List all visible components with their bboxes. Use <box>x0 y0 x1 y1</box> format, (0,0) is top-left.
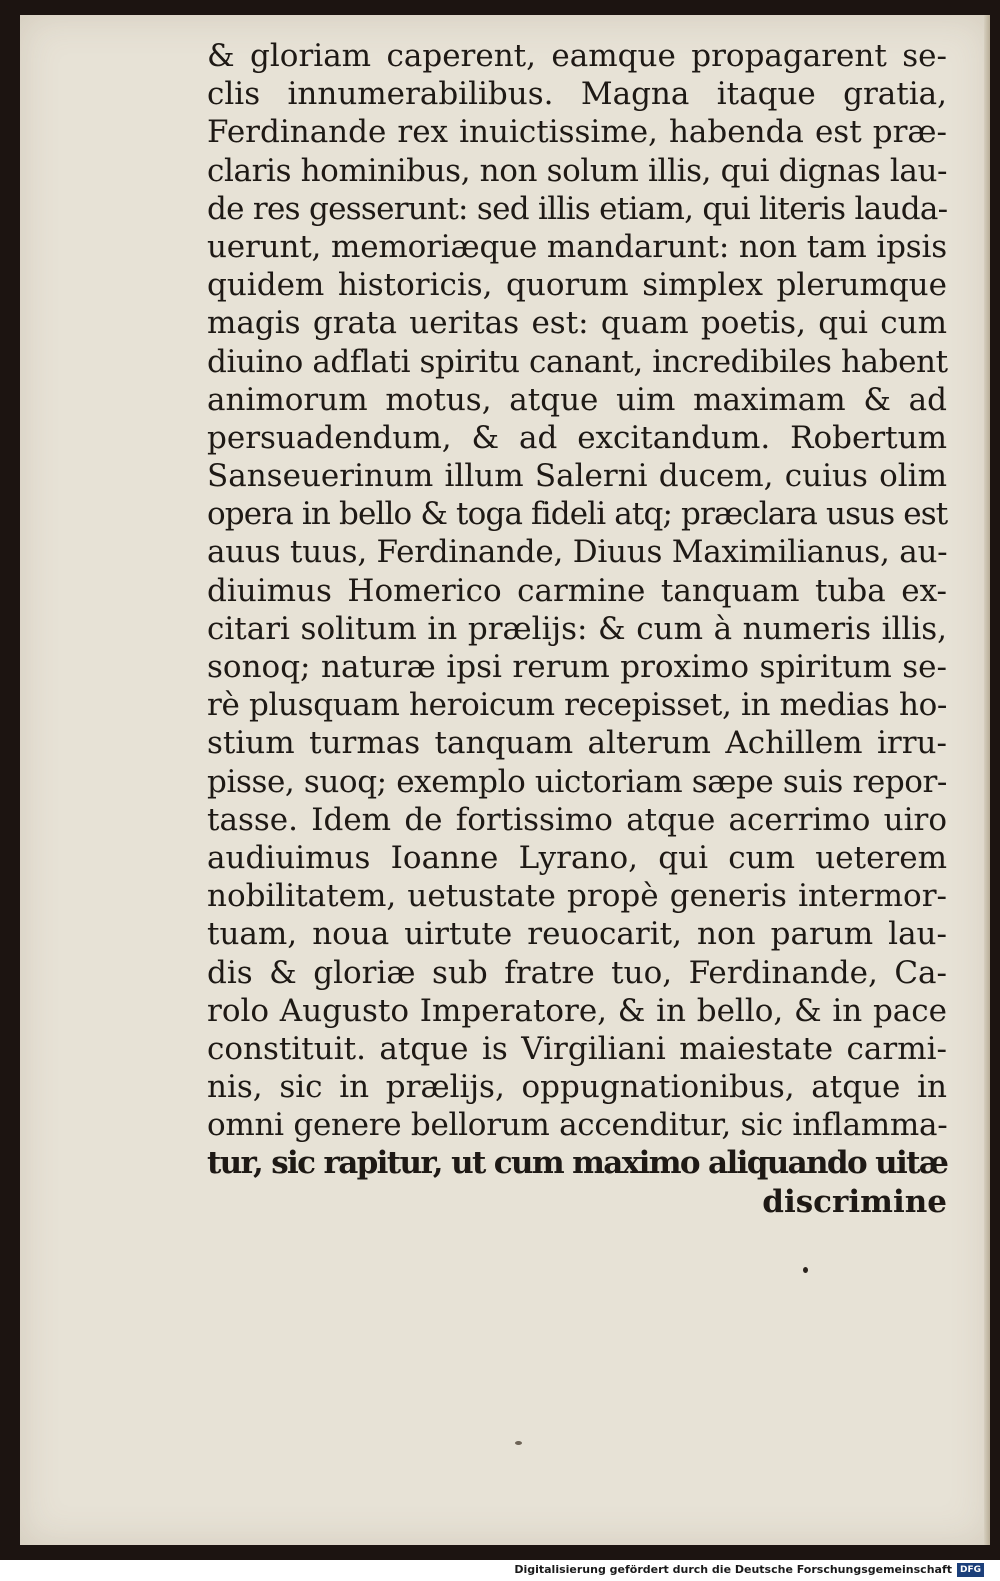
text-line: magis grata ueritas est: quam poetis, qui cum <box>207 305 947 342</box>
text-line: persuadendum, & ad excitandum. Robertum <box>207 419 947 456</box>
text-line: omni genere bellorum accenditur, sic inflamma- <box>207 1107 948 1144</box>
text-line: & gloriam caperent, eamque propagarent se- <box>207 38 947 74</box>
text-line: rolo Augusto Imperatore, & in bello, & in pace <box>207 992 947 1029</box>
text-line: diuino adflati spiritu canant, incredibiles habent <box>207 343 948 380</box>
text-line: sonoq; naturæ ipsi rerum proximo spiritum se- <box>207 649 947 685</box>
ink-smudge <box>515 1441 522 1445</box>
text-line: uerunt, memoriæque mandarunt: non tam ipsis <box>207 228 947 265</box>
text-line: Ferdinande rex inuictissime, habenda est præ- <box>207 114 947 151</box>
text-line: claris hominibus, non solum illis, qui dignas lau- <box>207 152 948 189</box>
catchword: discrimine <box>762 1183 947 1220</box>
text-line: diuimus Homerico carmine tanquam tuba ex- <box>207 572 947 609</box>
text-line: stium turmas tanquam alterum Achillem irru- <box>207 725 947 762</box>
text-line: auus tuus, Ferdinande, Diuus Maximilianus, au- <box>207 534 948 571</box>
text-line: pisse, suoq; exemplo uictoriam sæpe suis repor- <box>207 763 947 800</box>
book-page <box>20 15 990 1545</box>
digitization-footer <box>0 1560 1000 1581</box>
text-line: tur, sic rapitur, ut cum maximo aliquando uitæ <box>207 1145 948 1182</box>
text-line: quidem historicis, quorum simplex plerumque <box>207 267 947 304</box>
text-line: clis innumerabilibus. Magna itaque gratia, <box>207 76 947 113</box>
text-line: nis, sic in prælijs, oppugnationibus, atque in <box>207 1069 947 1106</box>
text-line: nobilitatem, uetustate propè generis intermor- <box>207 878 947 915</box>
text-line: citari solitum in prælijs: & cum à numeris illis, <box>207 610 947 647</box>
funding-credit: Digitalisierung gefördert durch die Deutsche Forschungsgemeinschaft <box>514 1563 952 1576</box>
text-line: Sanseuerinum illum Salerni ducem, cuius olim <box>207 458 947 495</box>
dfg-logo: DFG <box>957 1563 984 1577</box>
text-line: animorum motus, atque uim maximam & ad <box>207 381 947 418</box>
ink-dot-mark <box>803 1267 808 1273</box>
latin-text-block <box>207 37 947 1221</box>
text-line: tuam, noua uirtute reuocarit, non parum lau- <box>207 916 947 953</box>
text-line: de res gesserunt: sed illis etiam, qui literis lauda- <box>207 190 948 227</box>
page-edge <box>984 15 990 1545</box>
text-line: constituit. atque is Virgiliani maiestate carmi- <box>207 1030 947 1067</box>
text-line: rè plusquam heroicum recepisset, in medias ho- <box>207 687 948 724</box>
text-line: opera in bello & toga fideli atq; præclara usus est <box>207 496 948 533</box>
text-line: audiuimus Ioanne Lyrano, qui cum ueterem <box>207 839 947 876</box>
text-line: dis & gloriæ sub fratre tuo, Ferdinande, Ca- <box>207 954 947 991</box>
text-line: tasse. Idem de fortissimo atque acerrimo uiro <box>207 801 947 838</box>
